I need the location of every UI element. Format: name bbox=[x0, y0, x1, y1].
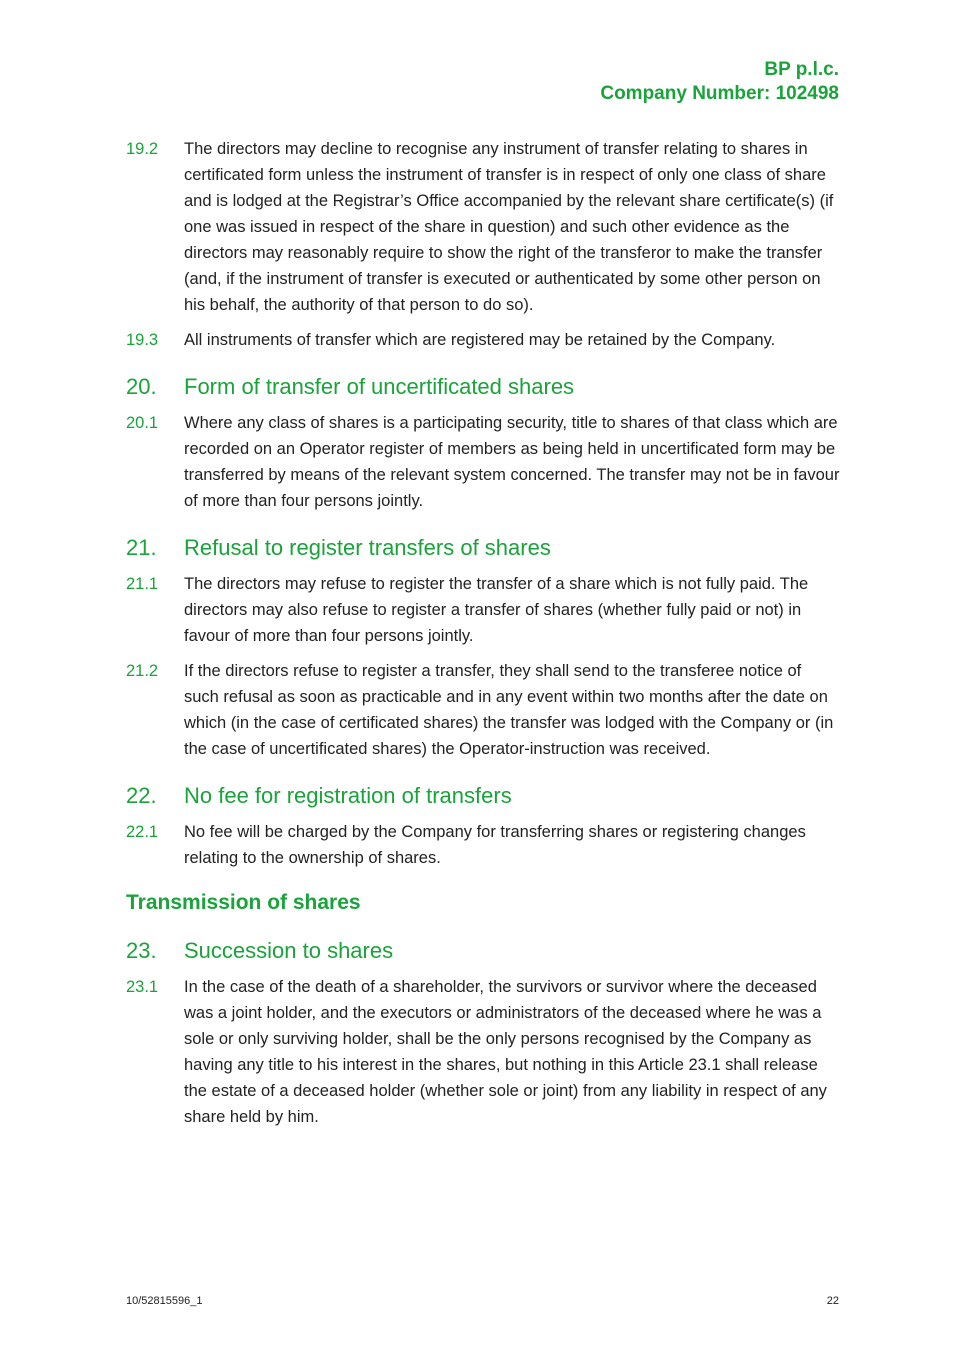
heading-title: No fee for registration of transfers bbox=[184, 783, 512, 808]
heading-number: 21. bbox=[126, 535, 157, 560]
clause-19-2 bbox=[126, 136, 840, 318]
clause-text: No fee will be charged by the Company for transferring shares or registering changes relating to the ownership of shares. bbox=[184, 823, 806, 867]
part-heading-transmission: Transmission of shares bbox=[126, 891, 361, 914]
clause-21-1 bbox=[126, 571, 840, 649]
clause-text: The directors may decline to recognise any instrument of transfer relating to shares in certificated form unless the instrument of transfer is in respect of only one class of share and is lodged at the Registrar’s Office accompanied by the relevant share certificate(s) (if one was issued in respect of the share in question) and such other evidence as the directors may reasonably require to show the right of the transferor to make the transfer (and, if the instrument of transfer is executed or authenticated by some other person on his behalf, the authority of that person to do so). bbox=[184, 140, 834, 314]
clause-21-2 bbox=[126, 658, 840, 762]
clause-text: All instruments of transfer which are registered may be retained by the Company. bbox=[184, 331, 776, 349]
document-body bbox=[126, 136, 840, 1139]
clause-23-1 bbox=[126, 974, 840, 1130]
clause-number: 21.1 bbox=[126, 575, 159, 593]
page-number: 22 bbox=[826, 1295, 839, 1307]
heading-title: Succession to shares bbox=[184, 938, 394, 963]
heading-title: Form of transfer of uncertificated shares bbox=[184, 374, 575, 399]
clause-number: 23.1 bbox=[126, 978, 159, 996]
clause-text: The directors may refuse to register the transfer of a share which is not fully paid. The directors may also refuse to register a transfer of shares (whether fully paid or not) in favour of more than four persons jointly. bbox=[184, 575, 809, 645]
heading-number: 22. bbox=[126, 783, 157, 808]
clause-number: 20.1 bbox=[126, 414, 159, 432]
clause-number: 19.3 bbox=[126, 331, 159, 349]
heading-number: 23. bbox=[126, 938, 157, 963]
heading-article-21 bbox=[126, 533, 840, 563]
clause-19-3 bbox=[126, 327, 840, 353]
company-name: BP p.l.c. bbox=[764, 59, 839, 80]
clause-20-1 bbox=[126, 410, 840, 514]
heading-number: 20. bbox=[126, 374, 157, 399]
heading-article-22 bbox=[126, 781, 840, 811]
heading-article-23 bbox=[126, 936, 840, 966]
heading-title: Refusal to register transfers of shares bbox=[184, 535, 551, 560]
clause-number: 22.1 bbox=[126, 823, 159, 841]
document-reference: 10/52815596_1 bbox=[126, 1295, 203, 1307]
company-number: Company Number: 102498 bbox=[600, 83, 839, 104]
clause-text: If the directors refuse to register a transfer, they shall send to the transferee notice of such refusal as soon as practicable and in any event within two months after the date on which (in the case of certificated shares) the transfer was lodged with the Company or (in the case of uncertificated shares) the Operator-instruction was received. bbox=[184, 662, 834, 758]
clause-22-1 bbox=[126, 819, 840, 871]
heading-article-20 bbox=[126, 372, 840, 402]
clause-number: 19.2 bbox=[126, 140, 159, 158]
page-header bbox=[600, 58, 839, 106]
clause-text: In the case of the death of a shareholder, the survivors or survivor where the deceased was a joint holder, and the executors or administrators of the deceased where he was a sole or only surviving holder, shall be the only persons recognised by the Company as having any title to his interest in the shares, but nothing in this Article 23.1 shall release the estate of a deceased holder (whether sole or joint) from any liability in respect of any share held by him. bbox=[184, 978, 827, 1126]
clause-text: Where any class of shares is a participating security, title to shares of that class which are recorded on an Operator register of members as being held in uncertificated form may be transferred by means of the relevant system concerned. The transfer may not be in favour of more than four persons jointly. bbox=[184, 414, 840, 510]
clause-number: 21.2 bbox=[126, 662, 159, 680]
